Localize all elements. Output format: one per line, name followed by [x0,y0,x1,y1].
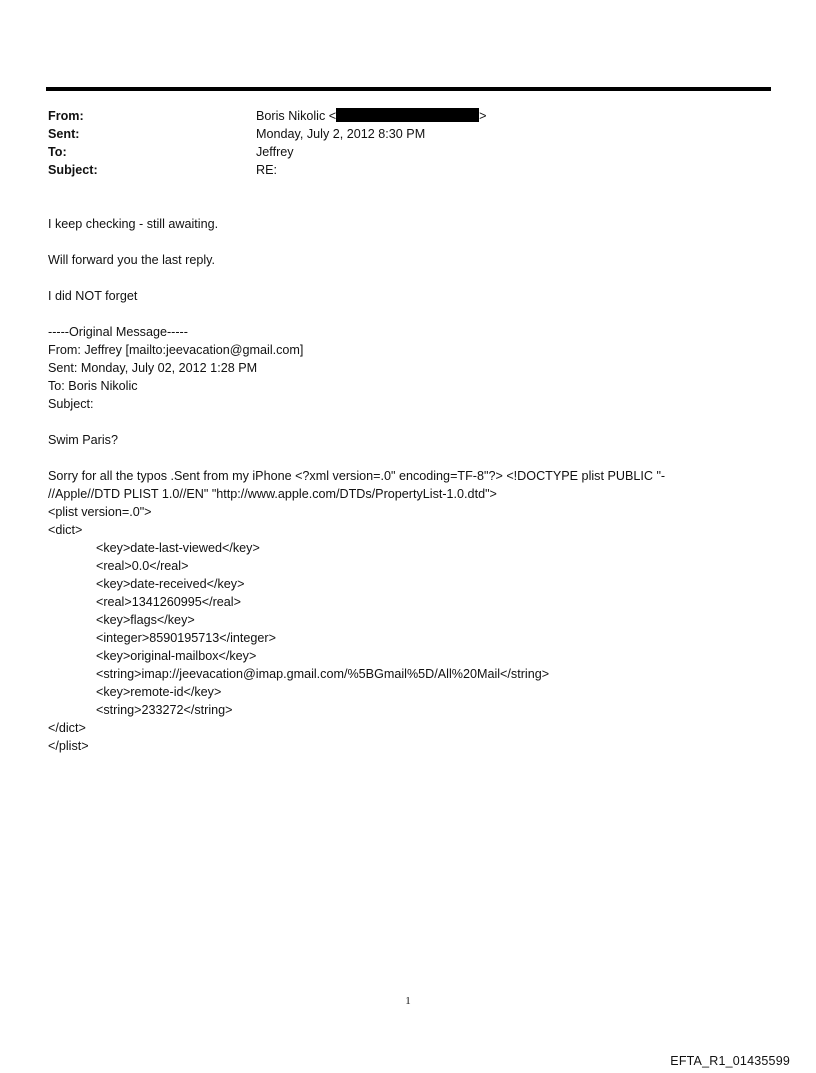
plist-entry: <string>imap://jeevacation@imap.gmail.com/%5BGmail%5D/All%20Mail</string> [96,667,550,681]
header-rule [46,87,771,91]
dict-close: </dict> [48,721,86,735]
page-number: 1 [405,995,411,1007]
subject-value: RE: [256,163,277,177]
plist-entry: <key>remote-id</key> [96,685,222,699]
to-label: To: [48,145,67,159]
plist-entry: <real>0.0</real> [96,559,189,573]
plist-entry: <key>original-mailbox</key> [96,649,257,663]
from-name: Boris Nikolic < [256,109,337,123]
from-label: From: [48,109,84,123]
sent-label: Sent: [48,127,80,141]
to-value: Jeffrey [256,145,294,159]
sent-value: Monday, July 2, 2012 8:30 PM [256,127,426,141]
signature-line-1: Sorry for all the typos .Sent from my iPhone <?xml version=.0" encoding=TF-8"?> <!DOCTYPE plist PUBLIC "- [48,469,666,483]
subject-label: Subject: [48,163,98,177]
plist-entry: <integer>8590195713</integer> [96,631,276,645]
plist-entry: <string>233272</string> [96,703,233,717]
original-to: To: Boris Nikolic [48,379,138,393]
plist-close: </plist> [48,739,89,753]
body-line-3: I did NOT forget [48,289,138,303]
redacted-email [336,108,479,122]
original-message-text: Swim Paris? [48,433,118,447]
from-value [256,107,487,125]
original-sent: Sent: Monday, July 02, 2012 1:28 PM [48,361,258,375]
document-id: EFTA_R1_01435599 [670,1054,790,1068]
body-line-1: I keep checking - still awaiting. [48,217,219,231]
plist-entry: <key>date-last-viewed</key> [96,541,260,555]
dict-open: <dict> [48,523,83,537]
original-from: From: Jeffrey [mailto:jeevacation@gmail.com] [48,343,304,357]
plist-entry: <real>1341260995</real> [96,595,241,609]
original-message-marker: -----Original Message----- [48,325,188,339]
plist-entry: <key>flags</key> [96,613,195,627]
body-line-2: Will forward you the last reply. [48,253,216,267]
plist-open: <plist version=.0"> [48,505,152,519]
signature-line-2: //Apple//DTD PLIST 1.0//EN" "http://www.apple.com/DTDs/PropertyList-1.0.dtd"> [48,487,497,501]
from-close: > [479,109,487,123]
original-subject: Subject: [48,397,94,411]
plist-entry: <key>date-received</key> [96,577,245,591]
